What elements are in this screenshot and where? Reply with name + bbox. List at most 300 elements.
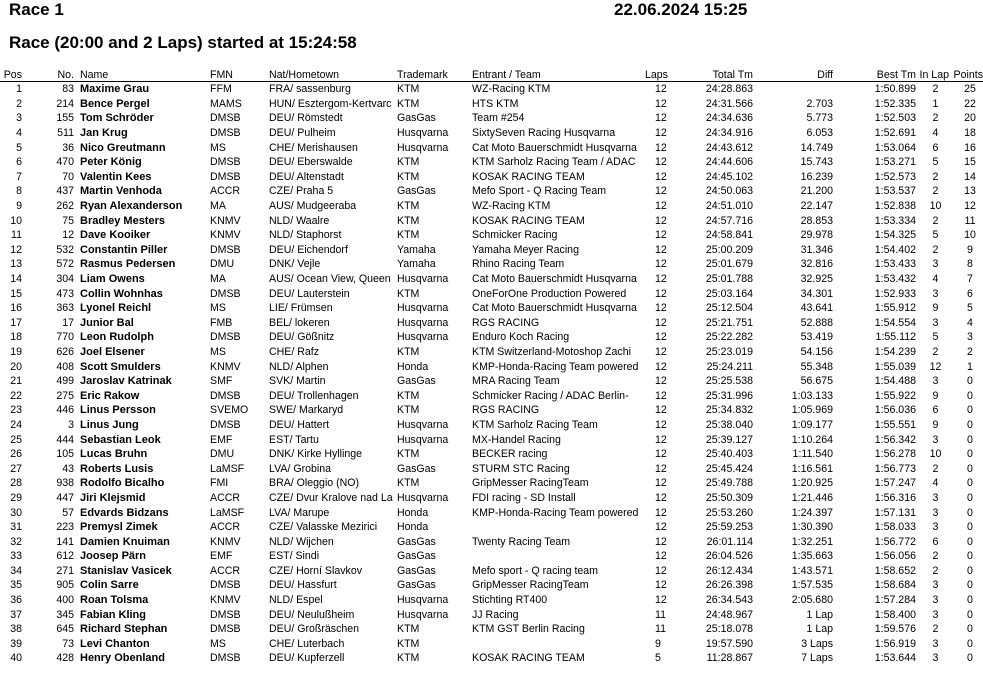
cell-in-lap: 3 bbox=[932, 375, 939, 388]
cell-team: Stichting RT400 bbox=[472, 594, 548, 607]
cell-total-time: 25:12.504 bbox=[705, 302, 753, 315]
cell-total-time: 26:26.398 bbox=[705, 579, 753, 592]
cell-points: 4 bbox=[967, 316, 973, 329]
cell-total-time: 25:25.538 bbox=[705, 375, 753, 388]
rider-name: Bradley Mesters bbox=[80, 214, 165, 227]
cell-no: 105 bbox=[56, 448, 74, 461]
results-body bbox=[0, 82, 983, 666]
cell-best-time: 1:58.652 bbox=[874, 564, 916, 577]
cell-diff: 22.147 bbox=[800, 200, 833, 213]
col-header-best: Best Tm bbox=[833, 67, 916, 82]
cell-fmn: MS bbox=[210, 302, 226, 315]
cell-team: Team #254 bbox=[472, 112, 525, 125]
table-row bbox=[0, 534, 983, 549]
cell-points: 7 bbox=[967, 273, 973, 286]
cell-pos: 34 bbox=[10, 564, 22, 577]
cell-fmn: KNMV bbox=[210, 535, 241, 548]
cell-pos: 14 bbox=[10, 273, 22, 286]
cell-total-time: 25:53.260 bbox=[705, 506, 753, 519]
cell-no: 43 bbox=[62, 462, 74, 475]
cell-in-lap: 3 bbox=[932, 637, 939, 650]
cell-diff: 34.301 bbox=[800, 287, 833, 300]
cell-trademark: Yamaha bbox=[397, 258, 436, 271]
cell-best-time: 1:55.112 bbox=[875, 331, 916, 344]
cell-fmn: DMSB bbox=[210, 623, 241, 636]
cell-team: Cat Moto Bauerschmidt Husqvarna bbox=[472, 302, 637, 315]
cell-pos: 3 bbox=[16, 112, 22, 125]
cell-diff: 1:05.969 bbox=[791, 404, 833, 417]
table-row bbox=[0, 491, 983, 506]
cell-points: 1 bbox=[967, 360, 973, 373]
cell-best-time: 1:54.325 bbox=[874, 229, 916, 242]
rider-name: Junior Bal bbox=[80, 316, 134, 329]
col-header-total: Total Tm bbox=[670, 67, 753, 82]
cell-points: 0 bbox=[967, 637, 973, 650]
cell-total-time: 25:38.040 bbox=[705, 418, 753, 431]
cell-in-lap: 10 bbox=[929, 200, 942, 213]
cell-pos: 33 bbox=[10, 550, 22, 563]
cell-in-lap: 2 bbox=[932, 185, 939, 198]
cell-pos: 7 bbox=[16, 170, 22, 183]
cell-total-time: 24:45.102 bbox=[705, 170, 753, 183]
table-row bbox=[0, 637, 983, 652]
cell-best-time: 1:58.033 bbox=[874, 521, 916, 534]
cell-laps: 12 bbox=[655, 112, 667, 125]
rider-name: Roberts Lusis bbox=[80, 462, 154, 475]
rider-name: Richard Stephan bbox=[80, 623, 168, 636]
cell-laps: 12 bbox=[655, 229, 667, 242]
cell-in-lap: 10 bbox=[929, 448, 942, 461]
cell-team bbox=[472, 520, 645, 535]
cell-trademark: Yamaha bbox=[397, 243, 436, 256]
cell-pos: 10 bbox=[10, 214, 22, 227]
cell-nat: BRA/ Oleggio (NO) bbox=[269, 477, 360, 490]
cell-diff: 29.978 bbox=[800, 229, 833, 242]
cell-trademark: KTM bbox=[397, 170, 420, 183]
table-row bbox=[0, 607, 983, 622]
cell-diff: 54.156 bbox=[800, 345, 833, 358]
cell-fmn: MA bbox=[210, 200, 226, 213]
table-row bbox=[0, 549, 983, 564]
rider-name: Joel Elsener bbox=[80, 345, 145, 358]
rider-name: Roan Tolsma bbox=[80, 594, 149, 607]
cell-fmn: DMSB bbox=[210, 287, 241, 300]
cell-total-time: 26:34.543 bbox=[705, 594, 753, 607]
cell-laps: 12 bbox=[655, 564, 667, 577]
cell-pos: 16 bbox=[10, 302, 22, 315]
cell-fmn: DMSB bbox=[210, 579, 241, 592]
rider-name: Leon Rudolph bbox=[80, 331, 154, 344]
cell-pos: 28 bbox=[10, 477, 22, 490]
cell-total-time: 24:44.606 bbox=[705, 156, 753, 169]
cell-in-lap: 3 bbox=[932, 433, 939, 446]
cell-pos: 17 bbox=[10, 316, 22, 329]
cell-points: 0 bbox=[967, 608, 973, 621]
cell-in-lap: 4 bbox=[932, 477, 939, 490]
cell-pos: 13 bbox=[10, 258, 22, 271]
cell-no: 223 bbox=[56, 521, 74, 534]
table-row bbox=[0, 82, 983, 97]
cell-no: 408 bbox=[56, 360, 74, 373]
cell-total-time: 26:12.434 bbox=[705, 564, 753, 577]
table-row bbox=[0, 388, 983, 403]
cell-pos: 18 bbox=[10, 331, 22, 344]
cell-laps: 11 bbox=[655, 608, 666, 621]
cell-team: Cat Moto Bauerschmidt Husqvarna bbox=[472, 141, 637, 154]
col-header-trademark: Trademark bbox=[397, 67, 472, 82]
cell-points: 0 bbox=[967, 506, 973, 519]
cell-trademark: KTM bbox=[397, 229, 420, 242]
cell-nat: NLD/ Staphorst bbox=[269, 229, 342, 242]
cell-pos: 20 bbox=[10, 360, 22, 373]
col-header-diff: Diff bbox=[753, 67, 833, 82]
cell-nat: DEU/ Lauterstein bbox=[269, 287, 350, 300]
cell-nat: FRA/ sassenburg bbox=[269, 83, 351, 96]
cell-trademark: KTM bbox=[397, 448, 420, 461]
cell-fmn: MA bbox=[210, 273, 226, 286]
cell-fmn: ACCR bbox=[210, 491, 241, 504]
rider-name: Martin Venhoda bbox=[80, 185, 162, 198]
cell-nat: NLD/ Wijchen bbox=[269, 535, 334, 548]
cell-best-time: 1:58.684 bbox=[874, 579, 916, 592]
cell-fmn: FMB bbox=[210, 316, 233, 329]
cell-nat: DEU/ Gößnitz bbox=[269, 331, 335, 344]
cell-pos: 37 bbox=[10, 608, 22, 621]
cell-team bbox=[472, 549, 645, 564]
cell-total-time: 24:31.566 bbox=[705, 97, 753, 110]
cell-laps: 12 bbox=[655, 331, 667, 344]
cell-total-time: 26:01.114 bbox=[706, 535, 753, 548]
cell-best-time: 1:54.554 bbox=[874, 316, 916, 329]
cell-diff: 21.200 bbox=[800, 185, 833, 198]
cell-in-lap: 2 bbox=[932, 462, 939, 475]
cell-best-time: 1:52.691 bbox=[874, 127, 916, 140]
cell-team bbox=[472, 637, 645, 652]
cell-points: 9 bbox=[967, 243, 973, 256]
cell-diff: 1:10.264 bbox=[791, 433, 833, 446]
cell-no: 141 bbox=[56, 535, 74, 548]
cell-diff: 3 Laps bbox=[801, 637, 833, 650]
cell-best-time: 1:56.342 bbox=[874, 433, 916, 446]
cell-nat: LVA/ Grobina bbox=[269, 462, 332, 475]
cell-in-lap: 4 bbox=[932, 127, 939, 140]
rider-name: Linus Jung bbox=[80, 418, 139, 431]
cell-diff: 16.239 bbox=[800, 170, 833, 183]
cell-in-lap: 3 bbox=[932, 287, 939, 300]
cell-best-time: 1:54.488 bbox=[874, 375, 916, 388]
cell-trademark: GasGas bbox=[397, 550, 436, 563]
cell-team: HTS KTM bbox=[472, 97, 519, 110]
cell-pos: 11 bbox=[11, 229, 22, 242]
cell-laps: 12 bbox=[655, 273, 667, 286]
cell-nat: CZE/ Horní Slavkov bbox=[269, 564, 363, 577]
cell-pos: 8 bbox=[16, 185, 22, 198]
table-row bbox=[0, 257, 983, 272]
cell-nat: AUS/ Mudgeeraba bbox=[269, 200, 357, 213]
cell-diff: 28.853 bbox=[800, 214, 833, 227]
cell-in-lap: 6 bbox=[932, 404, 939, 417]
cell-points: 16 bbox=[964, 141, 976, 154]
cell-nat: NLD/ Alphen bbox=[269, 360, 329, 373]
cell-fmn: DMSB bbox=[210, 418, 241, 431]
cell-diff: 1 Lap bbox=[806, 608, 833, 621]
cell-in-lap: 5 bbox=[932, 156, 939, 169]
col-header-laps: Laps bbox=[645, 67, 670, 82]
cell-team: WZ-Racing KTM bbox=[472, 83, 551, 96]
cell-no: 12 bbox=[62, 229, 74, 242]
cell-points: 0 bbox=[967, 433, 973, 446]
cell-no: 73 bbox=[62, 637, 74, 650]
rider-name: Linus Persson bbox=[80, 404, 156, 417]
cell-nat: EST/ Tartu bbox=[269, 433, 319, 446]
cell-points: 0 bbox=[967, 448, 973, 461]
cell-diff: 5.773 bbox=[806, 112, 833, 125]
cell-total-time: 24:34.916 bbox=[705, 127, 753, 140]
cell-best-time: 1:56.919 bbox=[874, 637, 916, 650]
cell-fmn: MS bbox=[210, 637, 226, 650]
rider-name: Jaroslav Katrinak bbox=[80, 375, 172, 388]
cell-team: OneForOne Production Powered bbox=[472, 287, 627, 300]
col-header-team: Entrant / Team bbox=[472, 67, 645, 82]
cell-fmn: SMF bbox=[210, 375, 233, 388]
cell-in-lap: 2 bbox=[932, 214, 939, 227]
cell-total-time: 25:21.751 bbox=[705, 316, 753, 329]
cell-pos: 21 bbox=[10, 375, 22, 388]
cell-laps: 12 bbox=[655, 360, 667, 373]
cell-points: 22 bbox=[964, 97, 976, 110]
cell-diff: 2:05.680 bbox=[791, 594, 833, 607]
cell-team: KTM Sarholz Racing Team bbox=[472, 418, 598, 431]
cell-nat: SVK/ Martin bbox=[269, 375, 326, 388]
cell-laps: 12 bbox=[655, 491, 667, 504]
cell-points: 0 bbox=[967, 550, 973, 563]
col-header-name: Name bbox=[74, 67, 210, 82]
rider-name: Lucas Bruhn bbox=[80, 448, 148, 461]
cell-fmn: DMSB bbox=[210, 127, 241, 140]
cell-fmn: DMSB bbox=[210, 156, 241, 169]
table-row bbox=[0, 111, 983, 126]
cell-laps: 12 bbox=[655, 404, 667, 417]
cell-nat: DEU/ Altenstadt bbox=[269, 170, 344, 183]
cell-points: 0 bbox=[967, 389, 973, 402]
cell-trademark: Husqvarna bbox=[397, 141, 449, 154]
cell-no: 428 bbox=[56, 652, 74, 665]
cell-best-time: 1:53.644 bbox=[874, 652, 916, 665]
cell-nat: CHE/ Rafz bbox=[269, 345, 320, 358]
cell-fmn: KNMV bbox=[210, 594, 241, 607]
cell-pos: 32 bbox=[10, 535, 22, 548]
cell-laps: 12 bbox=[655, 462, 667, 475]
cell-nat: LVA/ Marupe bbox=[269, 506, 330, 519]
cell-best-time: 1:57.247 bbox=[874, 477, 916, 490]
cell-pos: 1 bbox=[16, 83, 22, 96]
cell-no: 470 bbox=[56, 156, 74, 169]
cell-total-time: 24:51.010 bbox=[705, 200, 753, 213]
cell-fmn: DMSB bbox=[210, 608, 241, 621]
cell-trademark: KTM bbox=[397, 637, 420, 650]
cell-points: 11 bbox=[964, 214, 976, 227]
cell-fmn: SVEMO bbox=[210, 404, 249, 417]
cell-team: KTM GST Berlin Racing bbox=[472, 623, 585, 636]
cell-no: 70 bbox=[62, 170, 74, 183]
cell-pos: 25 bbox=[10, 433, 22, 446]
cell-fmn: KNMV bbox=[210, 360, 241, 373]
cell-trademark: Honda bbox=[397, 506, 429, 519]
cell-team: KMP-Honda-Racing Team powered bbox=[472, 506, 639, 519]
cell-best-time: 1:56.316 bbox=[874, 491, 916, 504]
cell-best-time: 1:52.838 bbox=[874, 200, 916, 213]
race-subtitle: Race (20:00 and 2 Laps) started at 15:24:58 bbox=[9, 33, 357, 52]
cell-best-time: 1:53.433 bbox=[874, 258, 916, 271]
cell-total-time: 24:57.716 bbox=[705, 214, 753, 227]
cell-total-time: 25:31.996 bbox=[705, 389, 753, 402]
cell-points: 14 bbox=[964, 170, 976, 183]
cell-no: 83 bbox=[62, 83, 74, 96]
rider-name: Valentin Kees bbox=[80, 170, 152, 183]
cell-diff: 1:24.397 bbox=[791, 506, 833, 519]
table-row bbox=[0, 330, 983, 345]
table-row bbox=[0, 199, 983, 214]
cell-trademark: KTM bbox=[397, 345, 420, 358]
cell-in-lap: 2 bbox=[932, 550, 939, 563]
cell-trademark: KTM bbox=[397, 652, 420, 665]
col-header-nat: Nat/Hometown bbox=[269, 67, 397, 82]
cell-fmn: FFM bbox=[210, 83, 232, 96]
table-row bbox=[0, 359, 983, 374]
rider-name: Constantin Piller bbox=[80, 243, 168, 256]
cell-total-time: 24:43.612 bbox=[705, 141, 753, 154]
cell-team: KOSAK RACING TEAM bbox=[472, 214, 585, 227]
cell-best-time: 1:50.899 bbox=[874, 83, 916, 96]
cell-nat: NLD/ Espel bbox=[269, 594, 323, 607]
table-row bbox=[0, 345, 983, 360]
cell-in-lap: 2 bbox=[932, 83, 939, 96]
cell-diff: 32.925 bbox=[800, 273, 833, 286]
cell-pos: 2 bbox=[16, 97, 22, 110]
cell-no: 57 bbox=[62, 506, 74, 519]
cell-in-lap: 12 bbox=[929, 360, 942, 373]
cell-nat: DNK/ Kirke Hyllinge bbox=[269, 448, 363, 461]
cell-trademark: Husqvarna bbox=[397, 316, 449, 329]
race-title: Race 1 bbox=[9, 0, 64, 19]
cell-trademark: Honda bbox=[397, 360, 429, 373]
cell-diff: 1:21.446 bbox=[791, 491, 833, 504]
cell-diff: 1:16.561 bbox=[791, 462, 833, 475]
cell-pos: 36 bbox=[10, 594, 22, 607]
table-row bbox=[0, 184, 983, 199]
cell-trademark: KTM bbox=[397, 404, 420, 417]
table-row bbox=[0, 97, 983, 112]
cell-diff: 14.749 bbox=[800, 141, 833, 154]
cell-best-time: 1:54.402 bbox=[874, 243, 916, 256]
cell-no: 645 bbox=[56, 623, 74, 636]
cell-no: 17 bbox=[62, 316, 74, 329]
cell-points: 0 bbox=[967, 521, 973, 534]
cell-best-time: 1:59.576 bbox=[874, 623, 916, 636]
cell-laps: 12 bbox=[655, 579, 667, 592]
cell-diff: 1:43.571 bbox=[791, 564, 833, 577]
cell-trademark: GasGas bbox=[397, 579, 436, 592]
table-row bbox=[0, 126, 983, 141]
cell-nat: BEL/ lokeren bbox=[269, 316, 330, 329]
cell-best-time: 1:55.922 bbox=[874, 389, 916, 402]
table-row bbox=[0, 316, 983, 331]
cell-points: 0 bbox=[967, 477, 973, 490]
rider-name: Fabian Kling bbox=[80, 608, 146, 621]
cell-team: GripMesser RacingTeam bbox=[472, 579, 589, 592]
cell-diff: 1:03.133 bbox=[791, 389, 833, 402]
cell-in-lap: 5 bbox=[932, 331, 939, 344]
table-row bbox=[0, 505, 983, 520]
rider-name: Liam Owens bbox=[80, 273, 145, 286]
cell-points: 25 bbox=[964, 83, 976, 96]
cell-trademark: KTM bbox=[397, 389, 420, 402]
cell-pos: 12 bbox=[10, 243, 22, 256]
cell-total-time: 25:59.253 bbox=[705, 521, 753, 534]
cell-total-time: 25:00.209 bbox=[705, 243, 753, 256]
cell-diff: 31.346 bbox=[800, 243, 833, 256]
cell-fmn: LaMSF bbox=[210, 462, 245, 475]
cell-no: 275 bbox=[56, 389, 74, 402]
cell-team: WZ-Racing KTM bbox=[472, 200, 551, 213]
cell-laps: 12 bbox=[655, 141, 667, 154]
rider-name: Bence Pergel bbox=[80, 97, 150, 110]
cell-fmn: DMSB bbox=[210, 112, 241, 125]
rider-name: Sebastian Leok bbox=[80, 433, 161, 446]
cell-total-time: 24:48.967 bbox=[705, 608, 753, 621]
cell-in-lap: 3 bbox=[932, 521, 939, 534]
cell-points: 0 bbox=[967, 535, 973, 548]
col-header-fmn: FMN bbox=[210, 67, 269, 82]
cell-laps: 12 bbox=[655, 302, 667, 315]
cell-total-time: 25:40.403 bbox=[705, 448, 753, 461]
cell-team: Mefo Sport - Q Racing Team bbox=[472, 185, 607, 198]
cell-nat: HUN/ Esztergom-Kertvarc bbox=[269, 97, 392, 110]
rider-name: Levi Chanton bbox=[80, 637, 150, 650]
cell-no: 572 bbox=[56, 258, 74, 271]
cell-team: FDI racing - SD Install bbox=[472, 491, 576, 504]
cell-trademark: Husqvarna bbox=[397, 418, 449, 431]
cell-laps: 12 bbox=[655, 448, 667, 461]
cell-in-lap: 3 bbox=[932, 258, 939, 271]
cell-fmn: EMF bbox=[210, 550, 233, 563]
cell-trademark: GasGas bbox=[397, 112, 436, 125]
cell-points: 12 bbox=[964, 200, 976, 213]
rider-name: Stanislav Vasicek bbox=[80, 564, 172, 577]
cell-best-time: 1:55.551 bbox=[874, 418, 916, 431]
cell-laps: 9 bbox=[655, 637, 661, 650]
cell-no: 345 bbox=[56, 608, 74, 621]
cell-points: 0 bbox=[967, 579, 973, 592]
cell-diff: 55.348 bbox=[800, 360, 833, 373]
cell-laps: 11 bbox=[655, 623, 666, 636]
cell-in-lap: 2 bbox=[932, 564, 939, 577]
col-header-inlap: In Lap bbox=[916, 67, 949, 82]
cell-diff: 56.675 bbox=[800, 375, 833, 388]
cell-nat: EST/ Sindi bbox=[269, 550, 320, 563]
cell-diff: 7 Laps bbox=[801, 652, 833, 665]
cell-no: 446 bbox=[56, 404, 74, 417]
cell-fmn: FMI bbox=[210, 477, 229, 490]
cell-team: Cat Moto Bauerschmidt Husqvarna bbox=[472, 273, 637, 286]
cell-team: RGS RACING bbox=[472, 316, 540, 329]
cell-diff: 1:35.663 bbox=[791, 550, 833, 563]
cell-trademark: GasGas bbox=[397, 535, 436, 548]
rider-name: Collin Wohnhas bbox=[80, 287, 163, 300]
cell-nat: SWE/ Markaryd bbox=[269, 404, 344, 417]
cell-best-time: 1:56.036 bbox=[874, 404, 916, 417]
cell-trademark: Husqvarna bbox=[397, 302, 449, 315]
